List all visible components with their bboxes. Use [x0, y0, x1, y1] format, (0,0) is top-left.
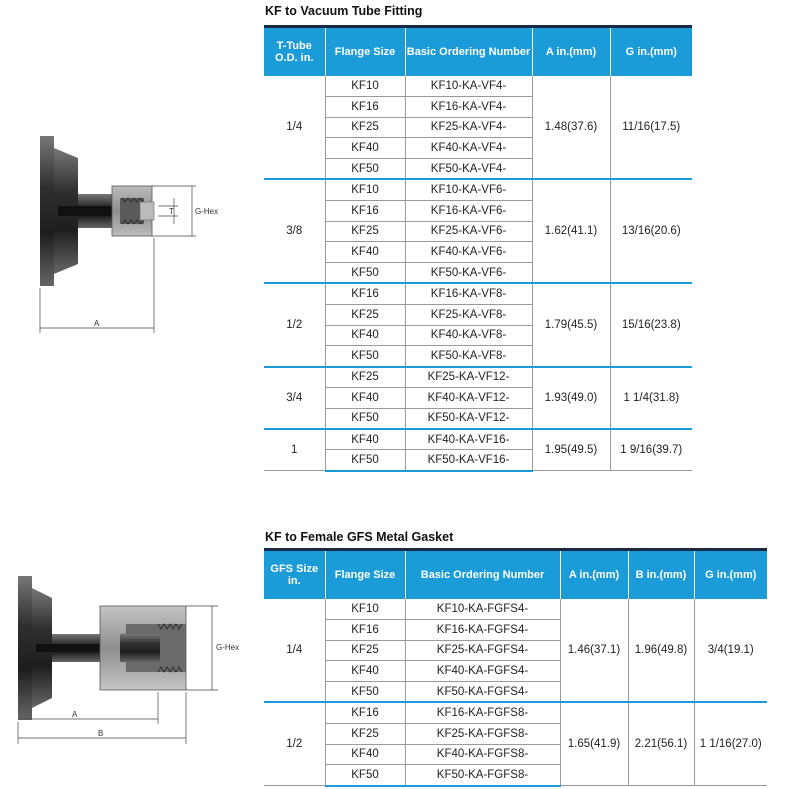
g-dimension-cell: 3/4(19.1) — [694, 599, 767, 703]
section-title-female-gfs: KF to Female GFS Metal Gasket — [265, 530, 454, 544]
a-dimension-cell: 1.95(49.5) — [532, 429, 610, 471]
flange-size-cell: KF16 — [325, 702, 405, 723]
section-title-vacuum-tube: KF to Vacuum Tube Fitting — [265, 4, 423, 18]
ordering-number-cell: KF16-KA-FGFS4- — [405, 619, 560, 640]
header-ordering-number: Basic Ordering Number — [405, 27, 532, 76]
size-cell: 1/4 — [264, 599, 325, 703]
b-dimension-cell: 2.21(56.1) — [628, 702, 694, 785]
dim-label-a: A — [94, 319, 100, 328]
flange-size-cell: KF25 — [325, 221, 405, 242]
g-dimension-cell: 13/16(20.6) — [610, 179, 692, 283]
flange-size-cell: KF16 — [325, 283, 405, 304]
flange-size-cell: KF40 — [325, 242, 405, 263]
dim-label-t: T — [169, 207, 174, 216]
a-dimension-cell: 1.93(49.0) — [532, 367, 610, 429]
size-cell: 3/8 — [264, 179, 325, 283]
flange-size-cell: KF25 — [325, 367, 405, 388]
header-tube-od: T-Tube O.D. in. — [264, 27, 325, 76]
ordering-number-cell: KF40-KA-VF6- — [405, 242, 532, 263]
header-a: A in.(mm) — [560, 550, 628, 599]
flange-size-cell: KF10 — [325, 76, 405, 97]
header-ordering-number: Basic Ordering Number — [405, 550, 560, 599]
female-gfs-gasket-drawing — [8, 572, 248, 750]
ordering-number-cell: KF25-KA-VF8- — [405, 304, 532, 325]
flange-size-cell: KF16 — [325, 96, 405, 117]
ordering-number-cell: KF50-KA-VF12- — [405, 408, 532, 429]
header-a: A in.(mm) — [532, 27, 610, 76]
flange-size-cell: KF40 — [325, 325, 405, 346]
flange-size-cell: KF25 — [325, 723, 405, 744]
ordering-number-cell: KF25-KA-FGFS4- — [405, 640, 560, 661]
g-dimension-cell: 1 9/16(39.7) — [610, 429, 692, 471]
table-row — [264, 76, 692, 97]
flange-size-cell: KF50 — [325, 450, 405, 471]
flange-size-cell: KF40 — [325, 387, 405, 408]
header-g: G in.(mm) — [694, 550, 767, 599]
ordering-number-cell: KF10-KA-VF6- — [405, 179, 532, 200]
dim-label-g-hex: G-Hex — [216, 643, 240, 652]
flange-size-cell: KF50 — [325, 159, 405, 180]
ordering-number-cell: KF16-KA-VF8- — [405, 283, 532, 304]
dim-label-b: B — [98, 729, 104, 738]
table-row — [264, 367, 692, 388]
ordering-number-cell: KF25-KA-VF4- — [405, 117, 532, 138]
ordering-number-cell: KF16-KA-VF4- — [405, 96, 532, 117]
header-flange-size: Flange Size — [325, 27, 405, 76]
flange-size-cell: KF40 — [325, 429, 405, 450]
table-row — [264, 599, 767, 620]
table-row — [264, 283, 692, 304]
header-g: G in.(mm) — [610, 27, 692, 76]
table-row — [264, 429, 692, 450]
ordering-number-cell: KF50-KA-VF6- — [405, 263, 532, 284]
a-dimension-cell: 1.46(37.1) — [560, 599, 628, 703]
ordering-number-cell: KF40-KA-VF16- — [405, 429, 532, 450]
g-dimension-cell: 1 1/16(27.0) — [694, 702, 767, 785]
size-cell: 1/2 — [264, 283, 325, 366]
g-dimension-cell: 11/16(17.5) — [610, 76, 692, 180]
flange-size-cell: KF40 — [325, 744, 405, 765]
flange-size-cell: KF16 — [325, 619, 405, 640]
dim-label-a: A — [72, 710, 78, 719]
flange-size-cell: KF25 — [325, 640, 405, 661]
ordering-number-cell: KF25-KA-VF6- — [405, 221, 532, 242]
flange-size-cell: KF50 — [325, 408, 405, 429]
ordering-number-cell: KF40-KA-VF12- — [405, 387, 532, 408]
ordering-number-cell: KF16-KA-VF6- — [405, 200, 532, 221]
a-dimension-cell: 1.48(37.6) — [532, 76, 610, 180]
flange-size-cell: KF25 — [325, 117, 405, 138]
vacuum-tube-fitting-drawing — [28, 128, 228, 343]
nut-body — [100, 606, 186, 690]
flange-size-cell: KF50 — [325, 263, 405, 284]
ordering-number-cell: KF50-KA-VF4- — [405, 159, 532, 180]
nut-body — [112, 186, 154, 236]
table-row — [264, 179, 692, 200]
flange-size-cell: KF10 — [325, 599, 405, 620]
a-dimension-cell: 1.62(41.1) — [532, 179, 610, 283]
flange-size-cell: KF50 — [325, 682, 405, 703]
flange-size-cell: KF50 — [325, 346, 405, 367]
flange-size-cell: KF16 — [325, 200, 405, 221]
g-dimension-cell: 15/16(23.8) — [610, 283, 692, 366]
ordering-number-cell: KF40-KA-FGFS4- — [405, 661, 560, 682]
header-gfs-size: GFS Size in. — [264, 550, 325, 599]
size-cell: 1 — [264, 429, 325, 471]
a-dimension-cell: 1.79(45.5) — [532, 283, 610, 366]
flange-size-cell: KF50 — [325, 765, 405, 786]
ordering-number-cell: KF50-KA-VF16- — [405, 450, 532, 471]
header-b: B in.(mm) — [628, 550, 694, 599]
ordering-number-cell: KF16-KA-FGFS8- — [405, 702, 560, 723]
a-dimension-cell: 1.65(41.9) — [560, 702, 628, 785]
dim-label-g-hex: G-Hex — [195, 207, 219, 216]
vacuum-tube-spec-table — [264, 25, 692, 472]
header-flange-size: Flange Size — [325, 550, 405, 599]
ordering-number-cell: KF40-KA-FGFS8- — [405, 744, 560, 765]
ordering-number-cell: KF50-KA-FGFS4- — [405, 682, 560, 703]
table-row — [264, 702, 767, 723]
size-cell: 3/4 — [264, 367, 325, 429]
ordering-number-cell: KF25-KA-VF12- — [405, 367, 532, 388]
g-dimension-cell: 1 1/4(31.8) — [610, 367, 692, 429]
ordering-number-cell: KF50-KA-VF8- — [405, 346, 532, 367]
flange-size-cell: KF40 — [325, 661, 405, 682]
size-cell: 1/4 — [264, 76, 325, 180]
ordering-number-cell: KF10-KA-VF4- — [405, 76, 532, 97]
ordering-number-cell: KF25-KA-FGFS8- — [405, 723, 560, 744]
ordering-number-cell: KF40-KA-VF4- — [405, 138, 532, 159]
ordering-number-cell: KF10-KA-FGFS4- — [405, 599, 560, 620]
b-dimension-cell: 1.96(49.8) — [628, 599, 694, 703]
flange-size-cell: KF10 — [325, 179, 405, 200]
ordering-number-cell: KF50-KA-FGFS8- — [405, 765, 560, 786]
size-cell: 1/2 — [264, 702, 325, 785]
flange-size-cell: KF40 — [325, 138, 405, 159]
female-gfs-spec-table — [264, 548, 767, 787]
ordering-number-cell: KF40-KA-VF8- — [405, 325, 532, 346]
flange-size-cell: KF25 — [325, 304, 405, 325]
